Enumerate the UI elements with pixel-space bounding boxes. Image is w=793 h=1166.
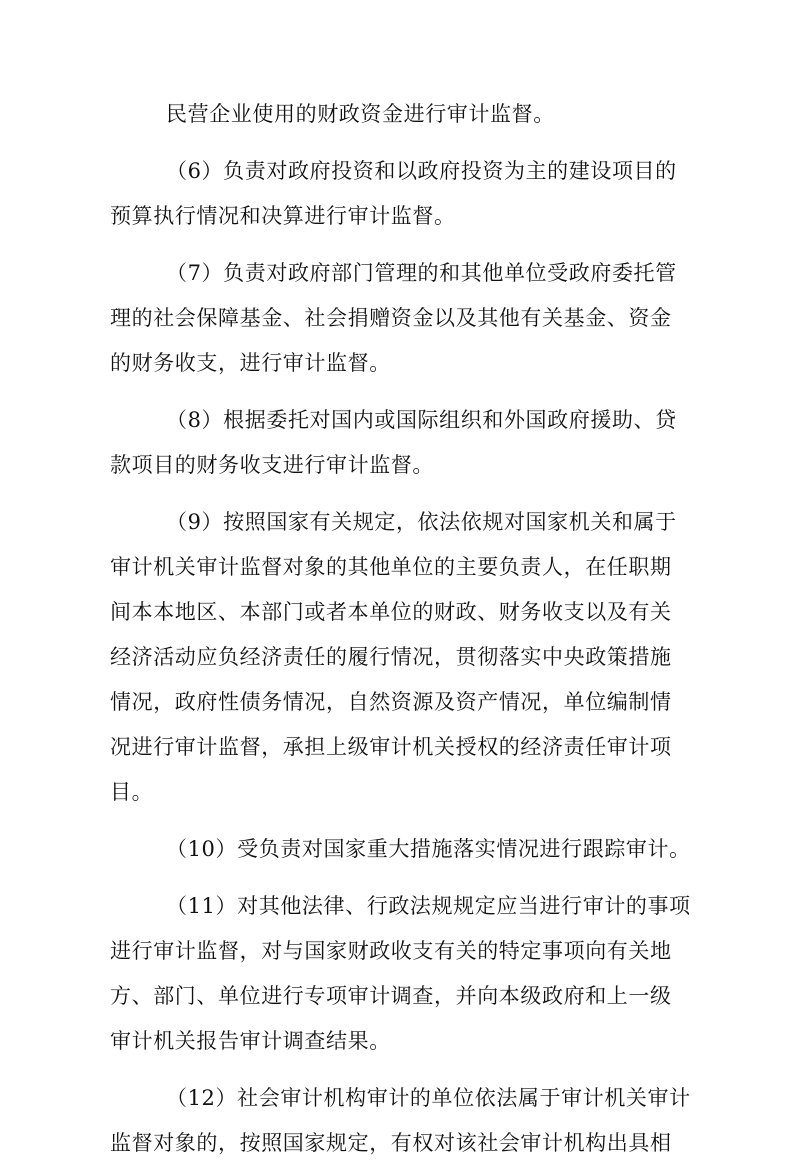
paragraph-item-8 (110, 398, 690, 488)
text-line: 审计机关审计监督对象的其他单位的主要负责人，在任职期 (110, 555, 672, 579)
text-line: 目。 (110, 780, 154, 804)
paragraph-item-10 (110, 827, 690, 872)
text-line: 况进行审计监督，承担上级审计机关授权的经济责任审计项 (110, 735, 672, 759)
text-line: 方、部门、单位进行专项审计调查，并向本级政府和上一级 (110, 984, 672, 1008)
text-line: 款项目的财务收支进行审计监督。 (110, 453, 434, 477)
text-line: 间本本地区、本部门或者本单位的财政、财务收支以及有关 (110, 600, 672, 624)
paragraph-item-11 (110, 884, 690, 1064)
text-line: 审计机关报告审计调查结果。 (110, 1029, 391, 1053)
text-line: （10）受负责对国家重大措施落实情况进行跟踪审计。 (166, 837, 691, 861)
document-body (110, 92, 690, 1166)
text-line: 进行审计监督，对与国家财政收支有关的特定事项向有关地 (110, 939, 672, 963)
text-line: （7）负责对政府部门管理的和其他单位受政府委托管 (166, 261, 677, 285)
paragraph-item-6 (110, 149, 690, 239)
text-line: 情况，政府性债务情况，自然资源及资产情况，单位编制情 (110, 690, 672, 714)
paragraph-item-12 (110, 1076, 690, 1166)
text-line: （9）按照国家有关规定，依法依规对国家机关和属于 (166, 510, 677, 534)
text-line: 理的社会保障基金、社会捐赠资金以及其他有关基金、资金 (110, 306, 672, 330)
text-line: 经济活动应负经济责任的履行情况，贯彻落实中央政策措施 (110, 645, 672, 669)
text-line: （12）社会审计机构审计的单位依法属于审计机关审计 (166, 1086, 691, 1110)
text-line: 的财务收支，进行审计监督。 (110, 351, 391, 375)
paragraph-continuation (110, 92, 690, 137)
text-line: 预算执行情况和决算进行审计监督。 (110, 204, 456, 228)
text-line: （6）负责对政府投资和以政府投资为主的建设项目的 (166, 159, 677, 183)
text-line: 监督对象的，按照国家规定，有权对该社会审计机构出具相 (110, 1131, 672, 1155)
paragraph-item-7 (110, 251, 690, 386)
paragraph-item-9 (110, 500, 690, 815)
text-line: （11）对其他法律、行政法规规定应当进行审计的事项 (166, 894, 691, 918)
text-line: （8）根据委托对国内或国际组织和外国政府援助、贷 (166, 408, 677, 432)
text-line: 民营企业使用的财政资金进行审计监督。 (166, 102, 555, 126)
